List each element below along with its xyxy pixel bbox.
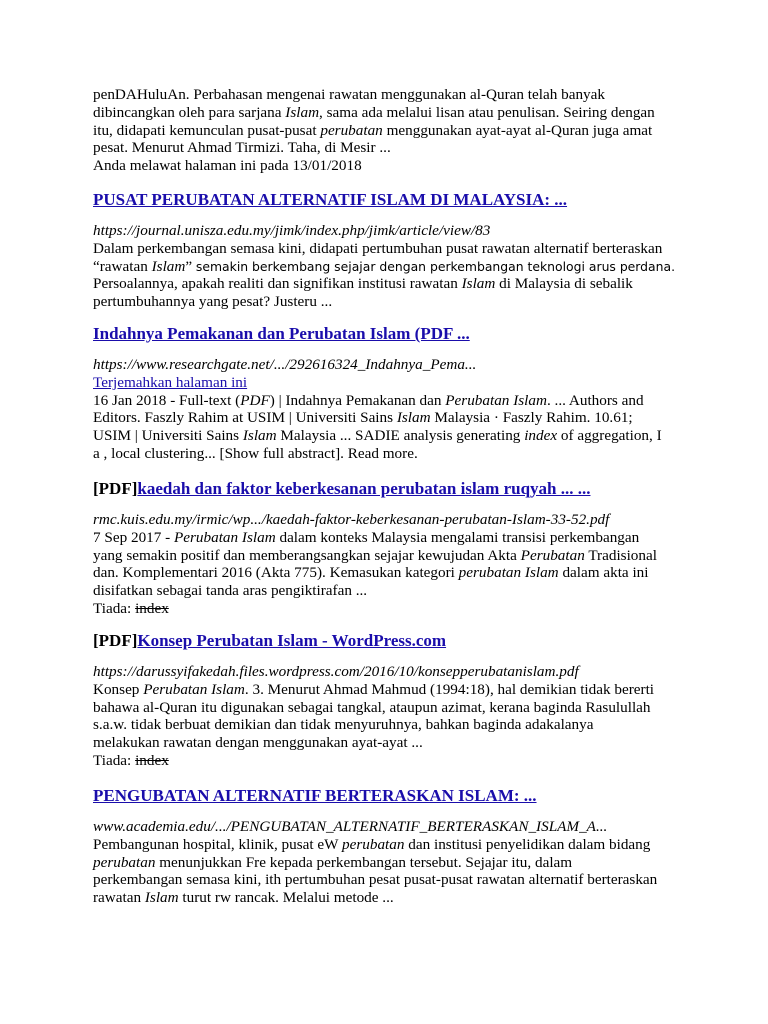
snippet-text: 7 Sep 2017 - <box>93 528 174 546</box>
result-url: www.academia.edu/.../PENGUBATAN_ALTERNATIF_BERTERASKAN_ISLAM_A... <box>93 818 608 835</box>
snippet-line <box>93 445 693 463</box>
snippet-text: of aggregation, I <box>557 427 662 445</box>
snippet-line <box>93 854 693 872</box>
snippet-text: yang semakin positif dan memberangsangkan sejajar kewujudan Akta <box>93 546 521 564</box>
snippet-text: bahawa al-Quran itu digunakan sebagai tangkal, ataupun azimat, kerana baginda Rasulullah <box>93 698 651 716</box>
snippet-text: dan institusi penyelidikan dalam bidang <box>404 835 651 853</box>
snippet-text: Dalam perkembangan semasa kini, didapati pertumbuhan pusat rawatan alternatif berteraskan <box>93 239 663 257</box>
snippet-text: penDAHuluAn. Perbahasan mengenai rawatan menggunakan al-Quran telah banyak <box>93 86 605 103</box>
snippet-emphasis: index <box>524 427 558 445</box>
intro-lines <box>93 86 693 175</box>
snippet-line <box>93 529 693 547</box>
snippet-text: turut rw rancak. Melalui metode ... <box>178 889 394 907</box>
snippet-emphasis: perubatan <box>93 853 156 871</box>
snippet-text: pertumbuhannya yang pesat? Justeru ... <box>93 293 333 311</box>
snippet-line <box>93 392 693 410</box>
snippet-line <box>93 752 693 770</box>
snippet-text: menggunakan ayat-ayat al-Quran juga amat <box>382 121 653 139</box>
snippet-text: “rawatan <box>93 257 152 275</box>
result-snippet <box>93 240 693 311</box>
snippet-line <box>93 240 693 258</box>
snippet-text: melakukan rawatan dengan menggunakan ayat-ayat ... <box>93 734 423 752</box>
snippet-text: Persoalannya, apakah realiti dan signifikan institusi rawatan <box>93 275 462 293</box>
snippet-emphasis: Islam <box>461 275 496 293</box>
snippet-text: dalam konteks Malaysia mengalami transisi perkembangan <box>275 528 640 546</box>
snippet-line <box>93 547 693 565</box>
snippet-text: USIM | Universiti Sains <box>93 427 243 445</box>
missing-term: index <box>135 751 169 769</box>
snippet-emphasis: Perubatan Islam <box>445 391 547 409</box>
snippet-line <box>93 582 693 600</box>
snippet-line <box>93 157 693 175</box>
snippet-text: di Malaysia di sebalik <box>495 275 633 293</box>
snippet-text: Tiada: <box>93 599 136 617</box>
snippet-emphasis: perubatan Islam <box>458 564 559 582</box>
snippet-text: a , local clustering... [Show full abstract]. Read more. <box>93 444 418 462</box>
result-5 <box>93 786 693 907</box>
snippet-line <box>93 122 693 140</box>
snippet-text: Malaysia ... SADIE analysis generating <box>276 427 525 445</box>
snippet-line <box>93 716 693 734</box>
snippet-line <box>93 600 693 618</box>
snippet-emphasis: Islam <box>151 257 186 275</box>
snippet-emphasis: Islam <box>144 889 179 907</box>
snippet-text: ” <box>185 257 196 275</box>
snippet-text: Tradisional <box>584 546 657 564</box>
result-url: https://journal.unisza.edu.my/jimk/index.php/jimk/article/view/83 <box>93 222 491 239</box>
result-snippet <box>93 392 693 463</box>
snippet-text: , sama ada melalui lisan atau penulisan. Seiring dengan <box>319 103 655 121</box>
result-1 <box>93 190 693 311</box>
result-3 <box>93 479 693 618</box>
snippet-line <box>93 409 693 427</box>
snippet-line <box>93 293 693 311</box>
result-title-link[interactable]: PENGUBATAN ALTERNATIF BERTERASKAN ISLAM: ... <box>93 786 537 805</box>
snippet-line <box>93 889 693 907</box>
intro-snippet <box>93 86 693 175</box>
result-2 <box>93 324 693 463</box>
snippet-text: Pembangunan hospital, klinik, pusat eW <box>93 835 343 853</box>
snippet-text: dalam akta ini <box>558 564 649 582</box>
snippet-text: . ... Authors and <box>546 391 644 409</box>
snippet-text: menunjukkan Fre kepada perkembangan tersebut. Sejajar itu, dalam <box>155 853 573 871</box>
snippet-text: itu, didapati kemunculan pusat-pusat <box>93 121 321 139</box>
snippet-text: . 3. Menurut Ahmad Mahmud (1994:18), hal demikian tidak bererti <box>244 680 655 698</box>
result-4 <box>93 631 693 770</box>
result-title-link[interactable]: Indahnya Pemakanan dan Perubatan Islam (PDF ... <box>93 324 470 343</box>
result-title-link[interactable]: kaedah dan faktor keberkesanan perubatan islam ruqyah ... ... <box>137 479 591 498</box>
snippet-text: perkembangan semasa kini, ith pertumbuhan pesat pusat-pusat rawatan alternatif berteraskan <box>93 871 658 889</box>
snippet-emphasis: Perubatan Islam <box>174 528 276 546</box>
pdf-tag: [PDF] <box>93 631 138 650</box>
result-title <box>93 631 693 651</box>
result-snippet <box>93 836 693 907</box>
snippet-text: dan. Komplementari 2016 (Akta 775). Kemasukan kategori <box>93 564 459 582</box>
snippet-line <box>93 104 693 122</box>
snippet-emphasis: Islam <box>285 103 320 121</box>
result-snippet <box>93 681 693 770</box>
snippet-line <box>93 836 693 854</box>
result-title <box>93 190 693 210</box>
snippet-emphasis: PDF <box>240 391 270 409</box>
snippet-emphasis: Islam <box>242 427 277 445</box>
snippet-line <box>93 871 693 889</box>
snippet-text: ) | Indahnya Pemakanan dan <box>269 391 446 409</box>
snippet-emphasis: perubatan <box>320 121 383 139</box>
snippet-line <box>93 258 693 276</box>
snippet-text: Editors. Faszly Rahim at USIM | Universiti Sains <box>93 409 397 427</box>
snippet-emphasis: Perubatan Islam <box>143 680 245 698</box>
result-url: https://www.researchgate.net/.../292616324_Indahnya_Pema... <box>93 356 477 373</box>
snippet-text: pesat. Menurut Ahmad Tirmizi. Taha, di Mesir ... <box>93 139 391 157</box>
result-title <box>93 324 693 344</box>
snippet-text: semakin berkembang sejajar dengan perkembangan teknologi arus perdana. <box>195 258 676 274</box>
result-url: rmc.kuis.edu.my/irmic/wp.../kaedah-faktor-keberkesanan-perubatan-Islam-33-52.pdf <box>93 511 610 528</box>
translate-page-link[interactable]: Terjemahkan halaman ini <box>93 373 248 391</box>
snippet-emphasis: Perubatan <box>520 546 585 564</box>
result-snippet <box>93 529 693 618</box>
snippet-line <box>93 427 693 445</box>
result-title <box>93 479 693 499</box>
missing-term: index <box>135 599 169 617</box>
snippet-emphasis: perubatan <box>342 835 405 853</box>
snippet-line <box>93 86 693 104</box>
snippet-line <box>93 275 693 293</box>
snippet-emphasis: Islam <box>396 409 431 427</box>
snippet-text: rawatan <box>93 889 145 907</box>
snippet-text: disifatkan sebagai tanda aras pengiktirafan ... <box>93 582 368 600</box>
snippet-text: 16 Jan 2018 - Full-text ( <box>93 391 241 409</box>
snippet-text: Konsep <box>93 680 144 698</box>
result-title-link[interactable]: Konsep Perubatan Islam - WordPress.com <box>137 631 447 650</box>
snippet-line <box>93 734 693 752</box>
result-title <box>93 786 693 806</box>
snippet-text: Malaysia · Faszly Rahim. 10.61; <box>430 409 633 427</box>
result-url: https://darussyifakedah.files.wordpress.com/2016/10/konsepperubatanislam.pdf <box>93 663 579 680</box>
snippet-line <box>93 699 693 717</box>
snippet-text: dibincangkan oleh para sarjana <box>93 103 286 121</box>
snippet-line <box>93 681 693 699</box>
snippet-text: s.a.w. tidak berbuat demikian dan tidak menyuruhnya, bahkan baginda adakalanya <box>93 716 594 734</box>
result-title-link[interactable]: PUSAT PERUBATAN ALTERNATIF ISLAM DI MALAYSIA: ... <box>93 190 568 209</box>
pdf-tag: [PDF] <box>93 479 138 498</box>
snippet-text: Anda melawat halaman ini pada 13/01/2018 <box>93 157 362 175</box>
snippet-text: Tiada: <box>93 751 136 769</box>
snippet-line <box>93 139 693 157</box>
snippet-line <box>93 564 693 582</box>
